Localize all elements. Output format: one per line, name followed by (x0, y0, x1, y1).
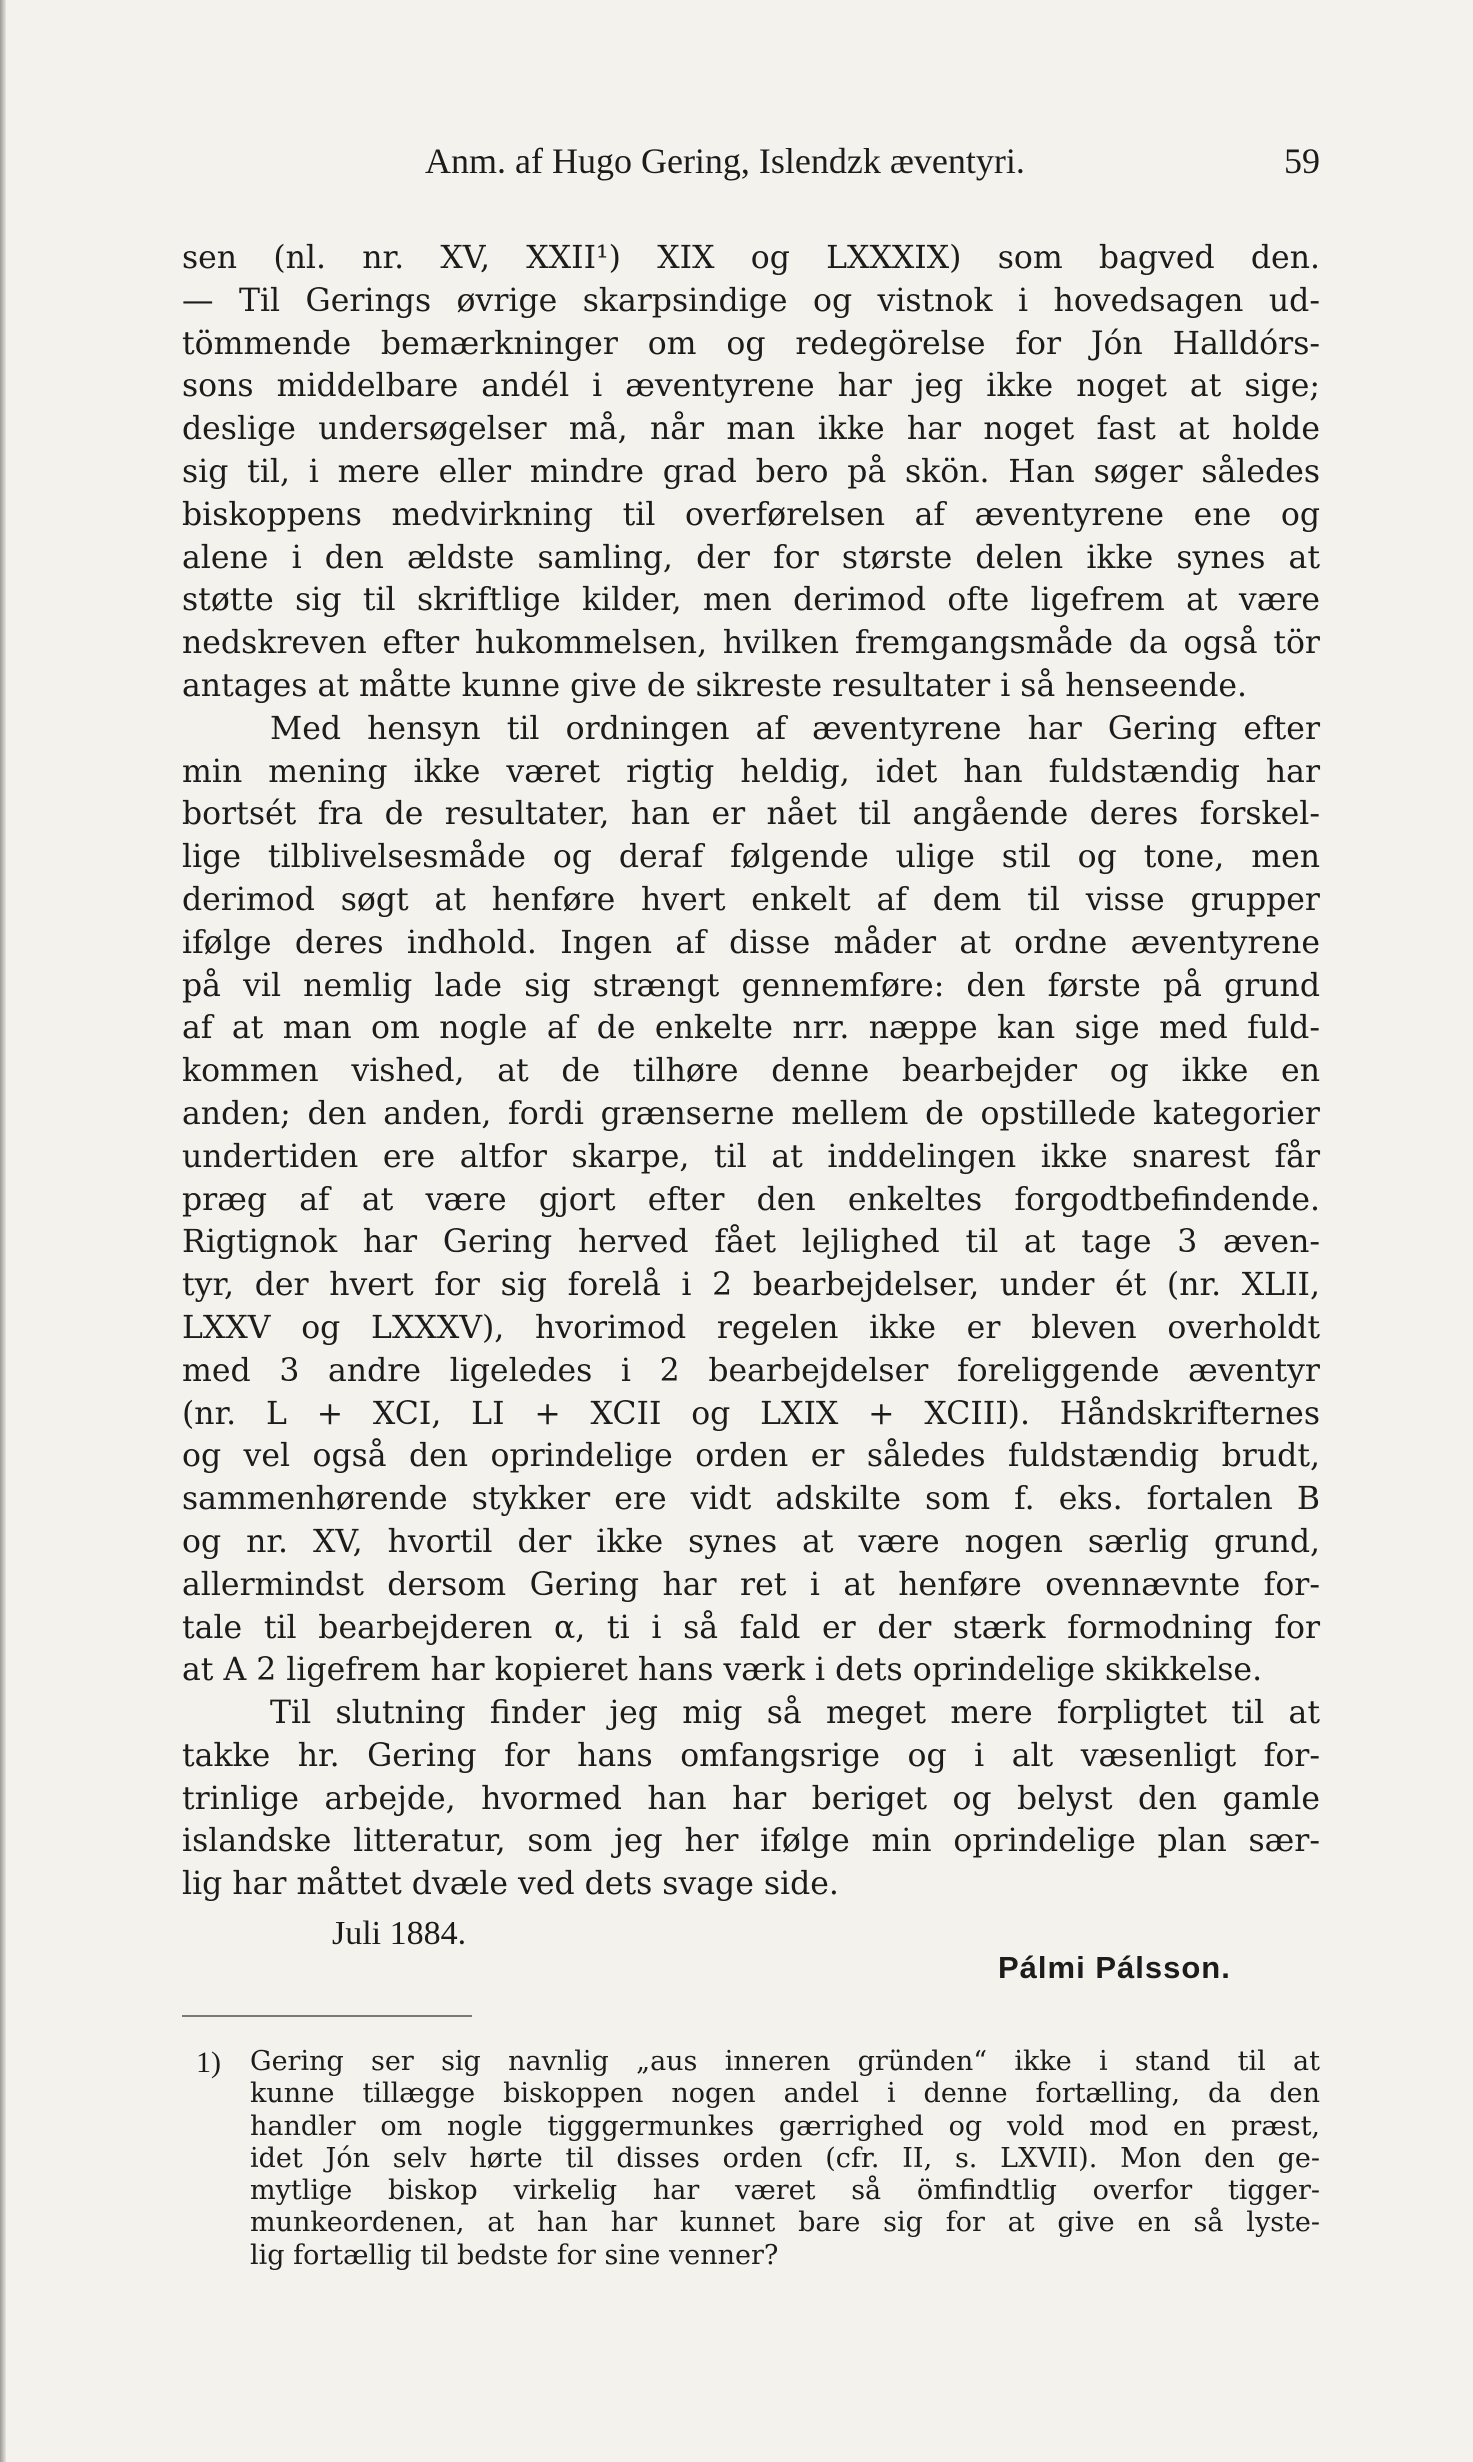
text-line: lig har måttet dvæle ved dets svage side. (182, 1866, 839, 1903)
text-line: med 3 andre ligeledes i 2 bearbejdelser foreliggende æventyr (182, 1352, 1320, 1389)
running-title: Anm. af Hugo Gering, Islendzk æventyri. (425, 141, 1025, 181)
footnote-line: mytlige biskop virkelig har været så ömfindtlig overfor tigger- (250, 2175, 1320, 2207)
text-line: deslige undersøgelser må, når man ikke har noget fast at holde (182, 411, 1320, 448)
text-line: min mening ikke været rigtig heldig, idet han fuldstændig har (182, 753, 1320, 790)
paragraph-start-line: Til slutning finder jeg mig så meget mere forpligtet til at (270, 1695, 1320, 1732)
text-line: præg af at være gjort efter den enkeltes forgodtbefindende. (182, 1181, 1320, 1218)
text-line: trinlige arbejde, hvormed han har beriget og belyst den gamle (182, 1780, 1320, 1817)
text-line: islandske litteratur, som jeg her ifølge min oprindelige plan sær- (182, 1823, 1320, 1860)
page-edge-shadow (0, 0, 6, 2462)
text-line: kommen vished, at de tilhøre denne bearbejder og ikke en (182, 1053, 1320, 1090)
text-line: af at man om nogle af de enkelte nrr. næppe kan sige med fuld- (182, 1010, 1320, 1047)
footnote-line: munkeordenen, at han har kunnet bare sig for at give en så lyste- (250, 2207, 1320, 2239)
text-line: sammenhørende stykker ere vidt adskilte som f. eks. fortalen B (182, 1481, 1320, 1518)
text-line: undertiden ere altfor skarpe, til at inddelingen ikke snarest får (182, 1138, 1320, 1175)
text-line: Rigtignok har Gering herved fået lejlighed til at tage 3 æven- (182, 1224, 1320, 1261)
footnote-line: lig fortællig til bedste for sine venner? (250, 2239, 779, 2271)
text-line: at A 2 ligefrem har kopieret hans værk i dets oprindelige skikkelse. (182, 1652, 1263, 1689)
footnote-line: handler om nogle tigggermunkes gærrighed og vold mod en præst, (250, 2110, 1320, 2142)
text-line: LXXV og LXXXV), hvorimod regelen ikke er bleven overholdt (182, 1309, 1320, 1346)
text-line: ifølge deres indhold. Ingen af disse måder at ordne æventyrene (182, 924, 1320, 961)
text-line: derimod søgt at henføre hvert enkelt af dem til visse grupper (182, 881, 1320, 918)
footnote-line: idet Jón selv hørte til disses orden (cfr. II, s. LXVII). Mon den ge- (250, 2142, 1320, 2174)
text-line: på vil nemlig lade sig strængt gennemføre: den første på grund (182, 967, 1320, 1004)
text-line: allermindst dersom Gering har ret i at henføre ovennævnte for- (182, 1566, 1320, 1603)
text-line: lige tilblivelsesmåde og deraf følgende ulige stil og tone, men (182, 839, 1320, 876)
text-line: og vel også den oprindelige orden er således fuldstændig brudt, (182, 1438, 1320, 1475)
footnote-rule (182, 2015, 472, 2017)
paragraph-start-line: Med hensyn til ordningen af æventyrene har Gering efter (270, 710, 1320, 747)
text-line: nedskreven efter hukommelsen, hvilken fremgangsmåde da også tör (182, 625, 1320, 662)
text-line: og nr. XV, hvortil der ikke synes at være nogen særlig grund, (182, 1523, 1320, 1560)
text-line: anden; den anden, fordi grænserne mellem de opstillede kategorier (182, 1095, 1320, 1132)
text-line: bortsét fra de resultater, han er nået til angående deres forskel- (182, 796, 1320, 833)
footnote-line: Gering ser sig navnlig „aus inneren gründen“ ikke i stand til at (250, 2046, 1320, 2077)
footnote-line: kunne tillægge biskoppen nogen andel i denne fortælling, da den (250, 2078, 1320, 2110)
text-line: tale til bearbejderen α, ti i så fald er der stærk formodning for (182, 1609, 1320, 1646)
text-line: (nr. L + XCI, LI + XCII og LXIX + XCIII). Håndskrifternes (182, 1395, 1320, 1432)
text-line: alene i den ældste samling, der for største delen ikke synes at (182, 539, 1320, 576)
text-line: tyr, der hvert for sig forelå i 2 bearbejdelser, under ét (nr. XLII, (182, 1267, 1320, 1304)
main-text (182, 237, 1320, 1906)
text-line: takke hr. Gering for hans omfangsrige og i alt væsenligt for- (182, 1737, 1320, 1774)
date-line: Juli 1884. (332, 1915, 467, 1952)
footnote (250, 2046, 1320, 2272)
text-line: tömmende bemærkninger om og redegörelse for Jón Halldórs- (182, 325, 1320, 362)
footnote-marker: 1) (196, 2046, 221, 2079)
text-line: — Til Gerings øvrige skarpsindige og vistnok i hovedsagen ud- (182, 282, 1320, 319)
text-line: sons middelbare andél i æventyrene har jeg ikke noget at sige; (182, 368, 1320, 405)
text-line: biskoppens medvirkning til overførelsen af æventyrene ene og (182, 496, 1320, 533)
text-line: antages at måtte kunne give de sikreste resultater i så henseende. (182, 667, 1248, 704)
page-header (180, 140, 1320, 190)
text-line: sen (nl. nr. XV, XXII¹) XIX og LXXXIX) som bagved den. (182, 240, 1320, 276)
signature: Pálmi Pálsson. (998, 1950, 1231, 1985)
text-line: sig til, i mere eller mindre grad bero på skön. Han søger således (182, 453, 1320, 490)
text-line: støtte sig til skriftlige kilder, men derimod ofte ligefrem at være (182, 582, 1320, 619)
page-number: 59 (1284, 141, 1320, 181)
